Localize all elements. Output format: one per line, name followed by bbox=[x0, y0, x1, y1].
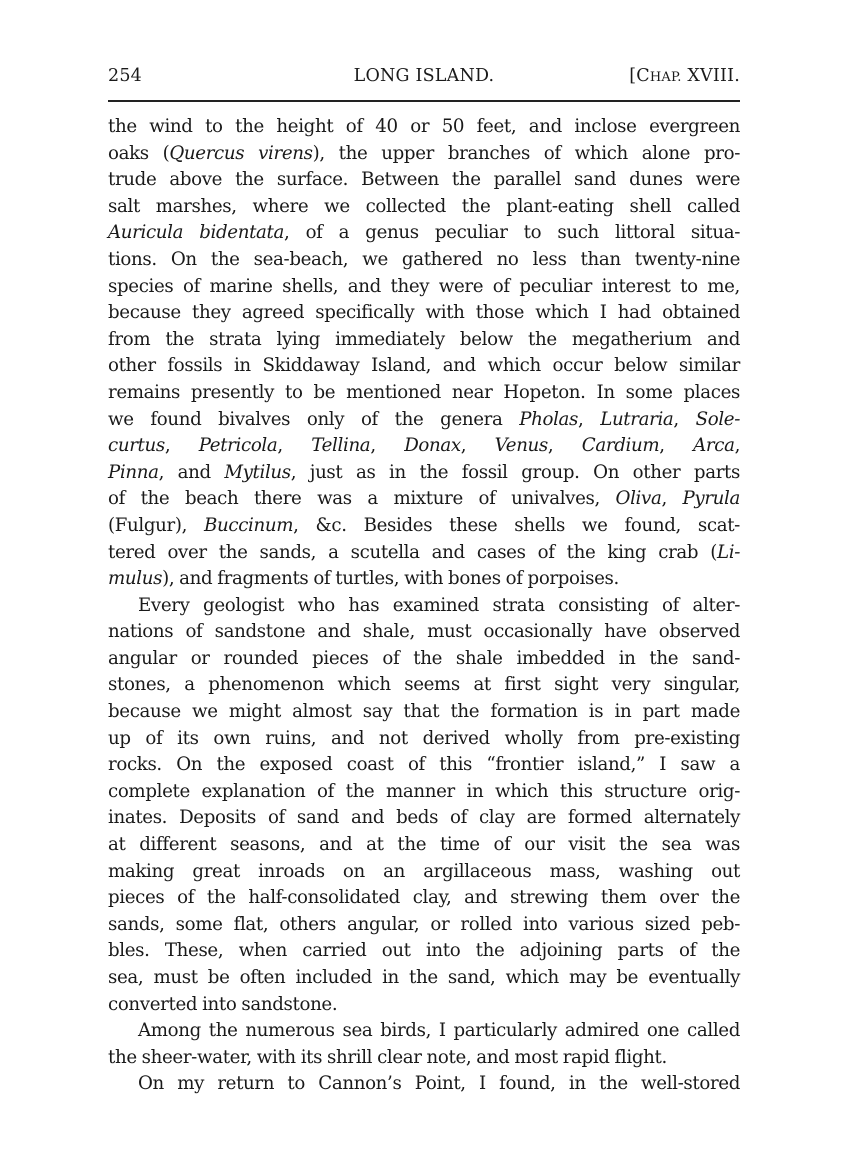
text-run: converted into sandstone. bbox=[108, 993, 338, 1015]
italic-term: Arca bbox=[693, 435, 735, 457]
text-run: nations of sandstone and shale, must occasionally have observed bbox=[108, 621, 740, 643]
text-run: , bbox=[661, 488, 683, 510]
italic-term: Oliva bbox=[615, 488, 662, 510]
text-run: Among the numerous sea birds, I particularly admired one called bbox=[138, 1020, 740, 1042]
text-run: at different seasons, and at the time of our visit the sea was bbox=[108, 834, 740, 856]
text-run: trude above the surface. Between the parallel sand dunes were bbox=[108, 169, 740, 191]
text-line bbox=[108, 380, 740, 407]
text-run: Every geologist who has examined strata consisting of alter- bbox=[138, 594, 740, 616]
text-run: , just as in the fossil group. On other parts bbox=[290, 461, 740, 483]
text-run: , bbox=[734, 435, 741, 457]
text-line bbox=[108, 114, 740, 141]
running-title: LONG ISLAND. bbox=[353, 66, 495, 86]
text-line bbox=[108, 885, 740, 912]
text-run: bles. These, when carried out into the adjoining parts of the bbox=[108, 940, 740, 962]
text-run: tered over the sands, a scutella and cases of the king crab ( bbox=[108, 541, 717, 563]
italic-term: Lutraria bbox=[600, 408, 674, 430]
text-run: , of a genus peculiar to such littoral situa- bbox=[284, 222, 740, 244]
italic-term: Pholas bbox=[519, 408, 579, 430]
text-run: , &c. Besides these shells we found, scat- bbox=[293, 514, 740, 536]
text-run: the sheer-water, with its shrill clear note, and most rapid flight. bbox=[108, 1046, 667, 1068]
text-line bbox=[108, 433, 740, 460]
text-run: , bbox=[370, 435, 405, 457]
italic-term: mulus bbox=[108, 568, 163, 590]
text-line bbox=[108, 1018, 740, 1045]
text-run: , bbox=[673, 408, 696, 430]
chapter-label bbox=[629, 66, 740, 86]
text-run: , bbox=[460, 435, 495, 457]
text-line bbox=[108, 167, 740, 194]
text-run: making great inroads on an argillaceous mass, washing out bbox=[108, 860, 740, 882]
text-line bbox=[108, 646, 740, 673]
text-line bbox=[108, 726, 740, 753]
italic-term: Auricula bidentata bbox=[108, 222, 284, 244]
text-run: because we might almost say that the formation is in part made bbox=[108, 701, 740, 723]
text-line bbox=[108, 300, 740, 327]
running-head bbox=[108, 66, 740, 90]
text-line bbox=[108, 460, 740, 487]
text-line bbox=[108, 965, 740, 992]
text-run: ), the upper branches of which alone pro- bbox=[312, 142, 740, 164]
text-line bbox=[108, 327, 740, 354]
text-run: of the beach there was a mixture of univalves, bbox=[108, 488, 616, 510]
text-run: tions. On the sea-beach, we gathered no less than twenty-nine bbox=[108, 248, 740, 270]
text-line bbox=[108, 699, 740, 726]
text-run: inates. Deposits of sand and beds of clay are formed alternately bbox=[108, 807, 740, 829]
text-line bbox=[108, 672, 740, 699]
italic-term: Cardium bbox=[581, 435, 660, 457]
text-line bbox=[108, 805, 740, 832]
text-run: complete explanation of the manner in which this structure orig- bbox=[108, 780, 740, 802]
italic-term: Petricola bbox=[198, 435, 278, 457]
text-line bbox=[108, 859, 740, 886]
paragraph bbox=[108, 1018, 740, 1071]
italic-term: Buccinum bbox=[204, 514, 294, 536]
text-line bbox=[108, 353, 740, 380]
text-line bbox=[108, 540, 740, 567]
text-line bbox=[108, 194, 740, 221]
text-line bbox=[108, 566, 740, 593]
page-number: 254 bbox=[108, 66, 143, 86]
italic-term: Quercus virens bbox=[169, 142, 313, 164]
body-text bbox=[108, 114, 740, 1098]
header-rule bbox=[108, 100, 740, 102]
text-run: other fossils in Skiddaway Island, and which occur below similar bbox=[108, 355, 740, 377]
text-run: pieces of the half-consolidated clay, and strewing them over the bbox=[108, 887, 740, 909]
text-run: salt marshes, where we collected the plant-eating shell called bbox=[108, 195, 740, 217]
text-run: On my return to Cannon’s Point, I found, in the well-stored bbox=[138, 1073, 740, 1095]
text-run: , bbox=[547, 435, 582, 457]
italic-term: Donax bbox=[404, 435, 461, 457]
text-run: remains presently to be mentioned near Hopeton. In some places bbox=[108, 381, 740, 403]
text-run: (Fulgur), bbox=[108, 514, 204, 536]
text-run: , bbox=[164, 435, 199, 457]
text-run: , bbox=[578, 408, 601, 430]
text-run: , bbox=[277, 435, 312, 457]
text-line bbox=[108, 832, 740, 859]
text-line bbox=[108, 938, 740, 965]
italic-term: Pyrula bbox=[682, 488, 740, 510]
paragraph bbox=[108, 1071, 740, 1098]
italic-term: Pinna bbox=[108, 461, 159, 483]
book-page bbox=[108, 66, 740, 1098]
text-run: sands, some flat, others angular, or rolled into various sized peb- bbox=[108, 913, 740, 935]
chapter-smallcaps: HAP. bbox=[649, 70, 682, 85]
text-run: , bbox=[659, 435, 694, 457]
text-line bbox=[108, 513, 740, 540]
italic-term: Li- bbox=[717, 541, 740, 563]
text-line bbox=[108, 141, 740, 168]
text-line bbox=[108, 407, 740, 434]
chapter-number: XVIII. bbox=[681, 66, 740, 86]
text-run: ), and fragments of turtles, with bones of porpoises. bbox=[162, 568, 619, 590]
text-run: , and bbox=[158, 461, 225, 483]
text-line bbox=[108, 752, 740, 779]
text-line bbox=[108, 992, 740, 1019]
text-line bbox=[108, 593, 740, 620]
paragraph bbox=[108, 593, 740, 1019]
text-run: species of marine shells, and they were of peculiar interest to me, bbox=[108, 275, 740, 297]
italic-term: Tellina bbox=[311, 435, 371, 457]
text-run: oaks ( bbox=[108, 142, 170, 164]
text-line bbox=[108, 247, 740, 274]
text-run: sea, must be often included in the sand, which may be eventually bbox=[108, 967, 740, 988]
text-run: from the strata lying immediately below the megatherium and bbox=[108, 328, 740, 350]
text-run: up of its own ruins, and not derived wholly from pre-existing bbox=[108, 727, 740, 749]
text-line bbox=[108, 1071, 740, 1098]
text-run: we found bivalves only of the genera bbox=[108, 408, 520, 430]
text-line bbox=[108, 486, 740, 513]
text-line bbox=[108, 912, 740, 939]
text-line bbox=[108, 274, 740, 301]
text-line bbox=[108, 220, 740, 247]
text-run: because they agreed specifically with those which I had obtained bbox=[108, 302, 740, 324]
italic-term: Sole- bbox=[695, 408, 740, 430]
italic-term: Mytilus bbox=[224, 461, 291, 483]
italic-term: Venus bbox=[494, 435, 548, 457]
text-run: the wind to the height of 40 or 50 feet, and inclose evergreen bbox=[108, 116, 740, 137]
text-line bbox=[108, 1045, 740, 1072]
text-run: angular or rounded pieces of the shale imbedded in the sand- bbox=[108, 647, 740, 669]
italic-term: curtus bbox=[108, 435, 165, 457]
paragraph bbox=[108, 114, 740, 593]
text-line bbox=[108, 619, 740, 646]
text-run: stones, a phenomenon which seems at first sight very singular, bbox=[108, 674, 740, 696]
text-line bbox=[108, 779, 740, 806]
chapter-prefix: [C bbox=[629, 66, 650, 86]
text-run: rocks. On the exposed coast of this “frontier island,” I saw a bbox=[108, 754, 740, 776]
